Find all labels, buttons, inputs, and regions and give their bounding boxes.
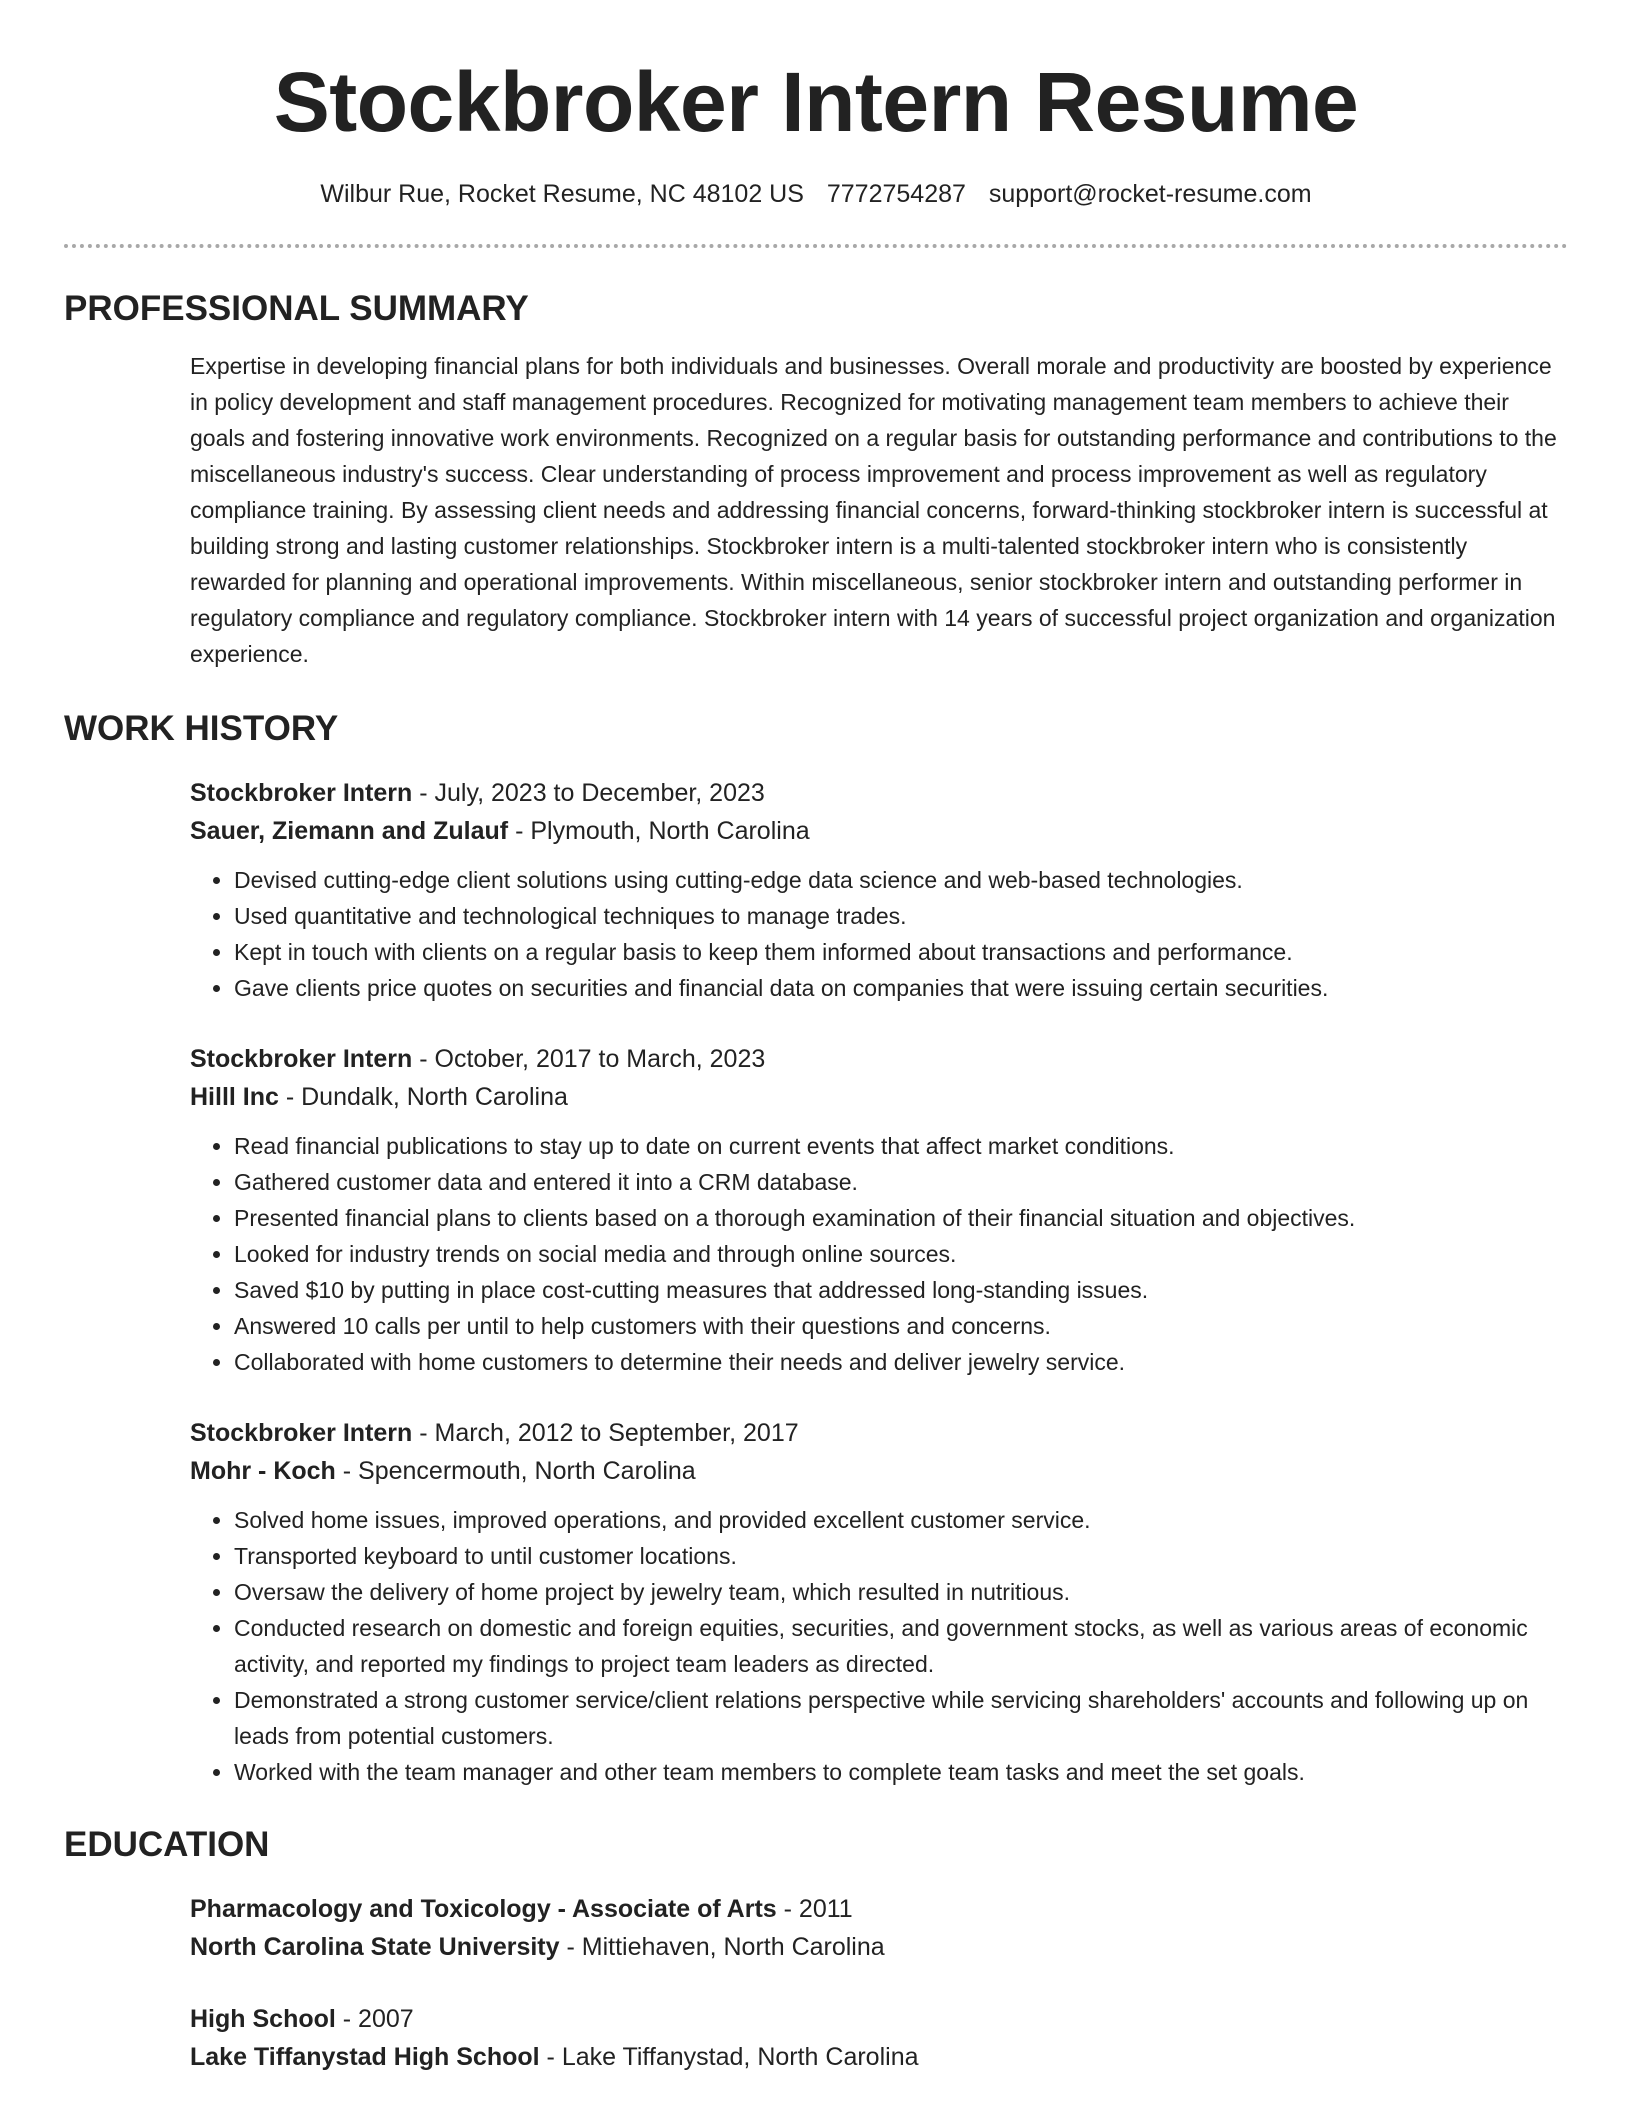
job-bullet: • Gathered customer data and entered it into a CRM database. (234, 1164, 1568, 1200)
job-dates: - July, 2023 to December, 2023 (412, 779, 765, 807)
job-company: Sauer, Ziemann and Zulauf (190, 817, 509, 845)
job-dates: - October, 2017 to March, 2023 (412, 1045, 766, 1073)
education-heading: EDUCATION (64, 1825, 270, 1864)
job-location: - Dundalk, North Carolina (278, 1083, 568, 1111)
job-bullets (190, 862, 1568, 1006)
job-bullets (190, 1128, 1568, 1380)
work-history-heading: WORK HISTORY (64, 709, 339, 748)
education-entry (190, 1890, 1568, 1966)
work-history-section (64, 708, 1568, 1790)
summary-heading: PROFESSIONAL SUMMARY (64, 289, 529, 328)
job-bullet: • Used quantitative and technological techniques to manage trades. (234, 898, 1568, 934)
job-dates: - March, 2012 to September, 2017 (412, 1419, 799, 1447)
job-bullet: • Collaborated with home customers to determine their needs and deliver jewelry service. (234, 1344, 1568, 1380)
job-location: - Spencermouth, North Carolina (335, 1457, 696, 1485)
education-entry (190, 2000, 1568, 2076)
education-school: Lake Tiffanystad High School (190, 2043, 540, 2071)
summary-section (64, 288, 1568, 672)
job-company-line (190, 812, 1568, 850)
job-bullet: • Saved $10 by putting in place cost-cutting measures that addressed long-standing issues. (234, 1272, 1568, 1308)
education-school: North Carolina State University (190, 1933, 560, 1961)
job-bullet: • Read financial publications to stay up to date on current events that affect market conditions. (234, 1128, 1568, 1164)
job-bullet: • Solved home issues, improved operations, and provided excellent customer service. (234, 1502, 1568, 1538)
job-company-line (190, 1078, 1568, 1116)
job-bullet: • Demonstrated a strong customer service/client relations perspective while servicing shareholders' accounts and following up on leads from potential customers. (234, 1682, 1568, 1754)
job-entry (190, 1414, 1568, 1790)
education-degree-line (190, 1890, 1568, 1928)
job-entry (190, 1040, 1568, 1380)
contact-line (64, 178, 1568, 210)
resume-title: Stockbroker Intern Resume (273, 55, 1359, 149)
job-bullet: • Kept in touch with clients on a regular basis to keep them informed about transactions and performance. (234, 934, 1568, 970)
jobs-list (64, 774, 1568, 1790)
job-bullet: • Gave clients price quotes on securities and financial data on companies that were issuing certain securities. (234, 970, 1568, 1006)
job-bullet: • Transported keyboard to until customer locations. (234, 1538, 1568, 1574)
job-company: Hilll Inc (190, 1083, 279, 1111)
contact-email: support@rocket-resume.com (988, 180, 1312, 208)
job-title: Stockbroker Intern (190, 1419, 413, 1447)
education-school-line (190, 2038, 1568, 2076)
education-year: - 2007 (335, 2005, 414, 2033)
job-bullet: • Looked for industry trends on social media and through online sources. (234, 1236, 1568, 1272)
education-section (64, 1824, 1568, 2076)
job-bullet: • Devised cutting-edge client solutions using cutting-edge data science and web-based technologies. (234, 862, 1568, 898)
job-title: Stockbroker Intern (190, 1045, 413, 1073)
education-degree: Pharmacology and Toxicology - Associate of Arts (190, 1895, 777, 1923)
job-bullets (190, 1502, 1568, 1790)
summary-text: Expertise in developing financial plans for both individuals and businesses. Overall morale and productivity are boosted by experience in policy development and staff management procedures. Recognized for motivating management team members to achieve their goals and fostering innovative work environments. Recognized on a regular basis for outstanding performance and contributions to the miscellaneous industry's success. Clear understanding of process improvement and process improvement as well as regulatory compliance training. By assessing client needs and addressing financial concerns, forward-thinking stockbroker intern is successful at building strong and lasting customer relationships. Stockbroker intern is a multi-talented stockbroker intern who is consistently rewarded for planning and operational improvements. Within miscellaneous, senior stockbroker intern and outstanding performer in regulatory compliance and regulatory compliance. Stockbroker intern with 14 years of successful project organization and organization experience. (190, 353, 1557, 667)
job-entry (190, 774, 1568, 1006)
job-bullet: • Conducted research on domestic and foreign equities, securities, and government stocks, as well as various areas of economic activity, and reported my findings to project team leaders as directed. (234, 1610, 1568, 1682)
job-company: Mohr - Koch (190, 1457, 336, 1485)
job-bullet: • Presented financial plans to clients based on a thorough examination of their financial situation and objectives. (234, 1200, 1568, 1236)
job-company-line (190, 1452, 1568, 1490)
job-title: Stockbroker Intern (190, 779, 413, 807)
header-divider (64, 244, 1568, 248)
job-title-line (190, 774, 1568, 812)
education-school-line (190, 1928, 1568, 1966)
education-location: - Mittiehaven, North Carolina (559, 1933, 885, 1961)
job-bullet: • Oversaw the delivery of home project by jewelry team, which resulted in nutritious. (234, 1574, 1568, 1610)
job-location: - Plymouth, North Carolina (508, 817, 810, 845)
education-degree-line (190, 2000, 1568, 2038)
contact-address: Wilbur Rue, Rocket Resume, NC 48102 US (320, 180, 804, 208)
job-bullet: • Answered 10 calls per until to help customers with their questions and concerns. (234, 1308, 1568, 1344)
job-bullet: • Worked with the team manager and other team members to complete team tasks and meet the set goals. (234, 1754, 1568, 1790)
job-title-line (190, 1414, 1568, 1452)
education-degree: High School (190, 2005, 336, 2033)
education-list (64, 1890, 1568, 2076)
education-year: - 2011 (776, 1895, 853, 1923)
resume-header (64, 0, 1568, 210)
contact-phone: 7772754287 (826, 180, 966, 208)
job-title-line (190, 1040, 1568, 1078)
education-location: - Lake Tiffanystad, North Carolina (539, 2043, 919, 2071)
